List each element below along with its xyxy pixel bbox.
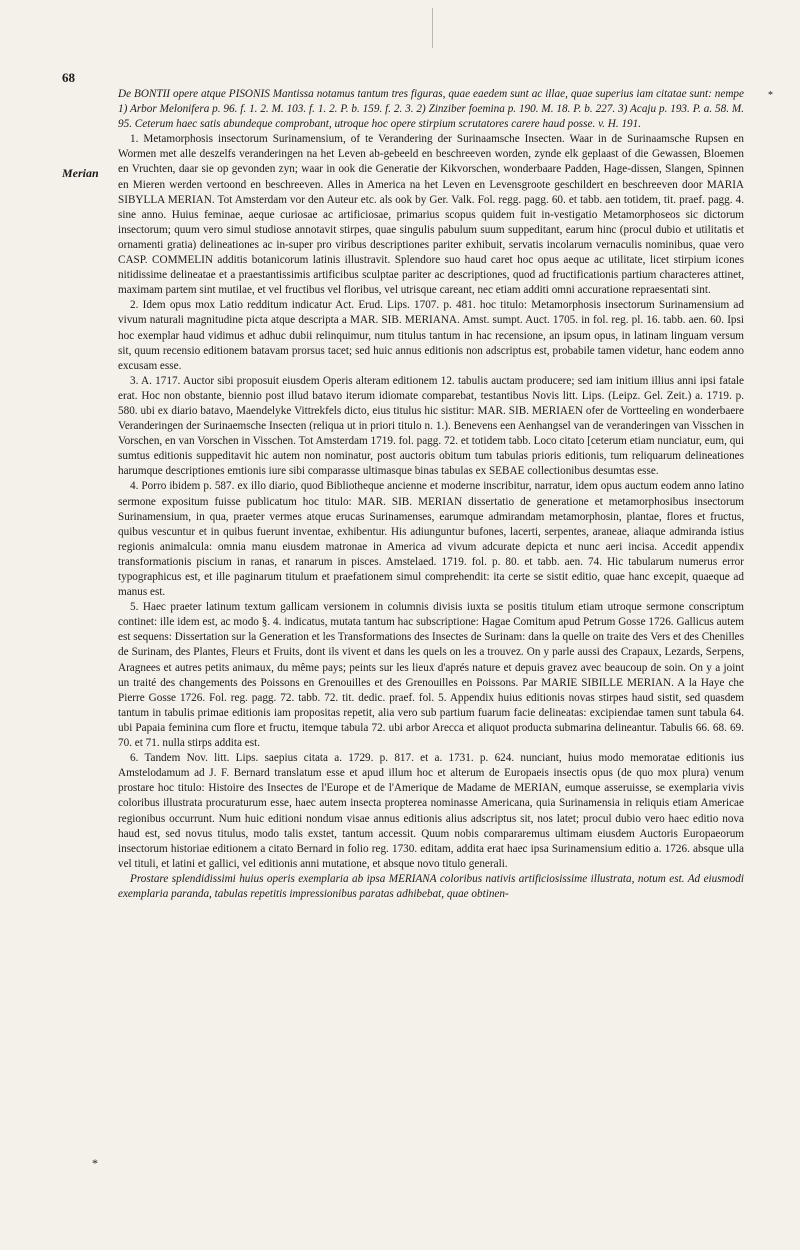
paragraph-4: 4. Porro ibidem p. 587. ex illo diario, quod Bibliotheque ancienne et moderne inscribitur, narratur, idem opus auctum eodem anno latino sermone expositum fuisse publicatum hoc titulo: MAR. SIB. MERIAN dissertatio de generatione et metamorphosibus insectorum Surinamensium, in qua, praeter vermes atque erucas Surinamenses, earumque admirandam metamorphosin, plantae, flores et fructus, quibus vescuntur et in quibus fuerunt inventae, exhibentur. His adiunguntur bufones, lacerti, serpentes, araneae, aliaque admiranda istius regionis animalcula: omnia manu eiusdem matronae in America ad vivum adcurate depicta et nunc aeri incisa. Accedit appendix transformationis piscium in ranas, et ranarum in pisces. Amstelaed. 1719. fol. p. 80. et tabb. aen. 74. Hic tabularum numerus error typographicus est, et ille paginarum titulum et praefationem simul comprehendit: ita certe se sistit editio, quae hanc excepit, quaeque ad manus est. — [118, 480, 744, 599]
paragraph-6: 6. Tandem Nov. litt. Lips. saepius citata a. 1729. p. 817. et a. 1731. p. 624. nunciant, huius modo memoratae editionis ius Amstelodamum ad J. F. Bernard translatum esse et apud illum hoc et alterum de Europaeis insectis opus (de quo mox plura) venum prostare hoc titulo: Histoire des Insectes de l'Europe et de l'Amerique de Madame de MERIAN, eumque asseruisse, se exemplaria vivis coloribus illustrata procuraturum esse, haec autem insecta propterea nominasse Americana, quia Surinamensia in reliquis etiam Americae regionibus occurrunt. Num huic editioni nondum visae annus editionis alius adscriptus sit, nos latet; procul dubio vero haec editio nova haud est, sed novus titulus, modo talis exstet, tantum accessit. Quum nobis compararemus ultimam eiusdem Auctoris Europaeorum insectorum historiae editionem a citato Bernard in folio reg. 1730. editam, addita erat haec ipsa Surinamensium editio a. 1726. absque ulla vel tituli, et latini et gallici, vel editionis anni mutatione, et absque novo titulo generali. — [118, 752, 744, 870]
paragraph-5: 5. Haec praeter latinum textum gallicam versionem in columnis divisis iuxta se positis titulum etiam utroque sermone conscriptum continet: ille idem est, ac modo §. 4. indicatus, mutata tantum hac subscriptione: Hagae Comitum apud Petrum Gosse 1726. Gallicus autem est sequens: Dissertation sur la Generation et les Transformations des Insectes de Surinam: dans la quelle on traite des Vers et des Chenilles de Surinam, des Plantes, Fleurs et Fruits, dont ils vivent et dans les quels on les a trouvez. On y parle aussi des Crapaux, Lezards, Serpens, Aragnees et autres petits animaux, du même pays; peints sur les lieux d'aprés nature et depuis gravez avec beaucoup de soin. On y a joint un traité des changements des Poissons en Grenouilles et des Grenouilles en Poissons. Par MARIE SIBILLE MERIAN. A la Haye che Pierre Gosse 1726. Fol. reg. pagg. 72. tabb. 72. tit. dedic. praef. fol. 5. Appendix huius editionis novas stirpes haud sistit, sed quasdem tantum in tabulis primae editionis iam propositas repetit, alia vero sub partium fuarum facie delineatas: excipiendae tamen sunt tabula 64. ubi Papaia feminina cum flore et fructu, itemque tabula 72. ubi arbor Arecca et aliquot producta submarina delineantur. Tabulis 66. 68. 69. 70. et 71. nulla stirps addita est. — [118, 601, 744, 750]
paragraph-intro: De BONTII opere atque PISONIS Mantissa notamus tantum tres figuras, quae eaedem sunt ac illae, quae superius iam citatae sunt: nempe 1) Arbor Melonifera p. 96. f. 1. 2. M. 103. f. 1. 2. P. b. 159. f. 2. 3. 2) Zinziber foemina p. 190. M. 18. P. b. 227. 3) Acaju p. 193. P. a. 58. M. 95. Ceterum haec satis abundeque comprobant, utroque hoc opere stirpium scrutatores carere haud posse. v. H. 191. — [118, 88, 744, 131]
corner-mark: * — [768, 90, 773, 101]
paragraph-1: 1. Metamorphosis insectorum Surinamensium, of te Verandering der Surinaamsche Insecten. Waar in de Surinaamsche Rupsen en Wormen met alle deszelfs veranderingen na het Leven ab-gebeeld en beschreeven worden, zynde elk geplaast of die Gewassen, Bloemen en Vruchten, daar sie op gevonden zyn; waar in ook die Generatie der Kikvorschen, wonderbaare Padden, Hage-dissen, Slangen, Spinnen en Mieren werden vertoond en beschreeven. Alles in America na het Leven en Levensgroote geschildert en beschreeven door MARIA SIBYLLA MERIAN. Tot Amsterdam vor den Auteur etc. als ook by Ger. Valk. Fol. regg. pagg. 60. et tabb. aen totidem, tit. praef. pagg. 4. sine anno. Huius feminae, aeque curiosae ac artificiosae, primarius scopus quidem fuit in-vestigatio Metamorphoseos sic dictorum insectorum; quum vero simul studiose annotavit stirpes, quae singulis pabulum suum suppeditant, earum hinc (procul dubio et utilitatis et ornamenti gratia) delineationes ac in-super pro viribus descriptiones pariter exhibuit, servatis incolarum vernaculis nominibus, quae vero CASP. COMMELIN additis botanicorum latinis illustravit. Splendore suo haud caret hoc opus aeque ac utilitate, licet stirpium icones nitidissime delineatae et a praestantissimis artificibus sculptae pariter ac descriptiones, quod ad fructificationis partium characteres attinet, maximam partem sint mutilae, et vel fructibus vel floribus, vel utrisque careant, nec etiam additi omni accuratione repraesentati sint. — [118, 133, 744, 297]
paragraph-2: 2. Idem opus mox Latio redditum indicatur Act. Erud. Lips. 1707. p. 481. hoc titulo: Metamorphosis insectorum Surinamensium ad vivum naturali magnitudine picta atque descripta a MAR. SIB. MERIANA. Amst. sumpt. Auct. 1705. in fol. reg. pl. 16. tabb. aen. 60. Ipsi hoc exemplar haud vidimus et adhuc dubii relinquimur, num titulus tantum in hac recensione, an ipsum opus, in latinam linguam versum sit, quum recensio editionem batavam prorsus tacet; sed huic annus editionis non adscriptus est, probabile tamen videtur, hanc eodem anno excusam esse. — [118, 299, 744, 372]
margin-mark: * — [92, 1156, 98, 1170]
margin-note: Merian — [62, 166, 99, 180]
body-text — [118, 87, 744, 902]
paragraph-7: Prostare splendidissimi huius operis exemplaria ab ipsa MERIANA coloribus nativis artificiosissime illustrata, notum est. Ad eiusmodi exemplaria paranda, tabulas repetitis impressionibus paratas adhibebat, quae obtinen- — [118, 872, 744, 900]
page-crease — [432, 8, 433, 48]
page-number: 68 — [62, 70, 75, 85]
paragraph-3: 3. A. 1717. Auctor sibi proposuit eiusdem Operis alteram editionem 12. tabulis auctam producere; sed iam initium illius anni ipsi fatale erat. Hoc non obstante, biennio post illud batavo iterum idiomate comparebat, testantibus Novis litt. Lips. (Leipz. Gel. Zeit.) a. 1719. p. 580. ubi ex diario batavo, Maendelyke Vittrekfels dicto, eius titulus hic sistitur: MAR. SIB. MERIAEN ofer de Vortteeling en wonderbaere Veranderingen der Surinaemsche Insecten (reliqua ut in priori titulo n. 1.). Benevens een Aenhangsel van de veranderingen van Visschen in Vorschen, en van Vorschen in Visschen. Tot Amsterdam 1719. fol. pagg. 72. et totidem tabb. Loco citato [ceterum etiam nunciatur, eum, qui sumtus editionis suppeditavit hic autem non nominatur, post auctoris obitum tum tabulas prioris editionis, tum reliquarum delineationes harumque descriptiones emtionis iure sibi comparasse ultimasque binas tabulas ex SEBAE collectionibus desumtas esse. — [118, 374, 744, 478]
